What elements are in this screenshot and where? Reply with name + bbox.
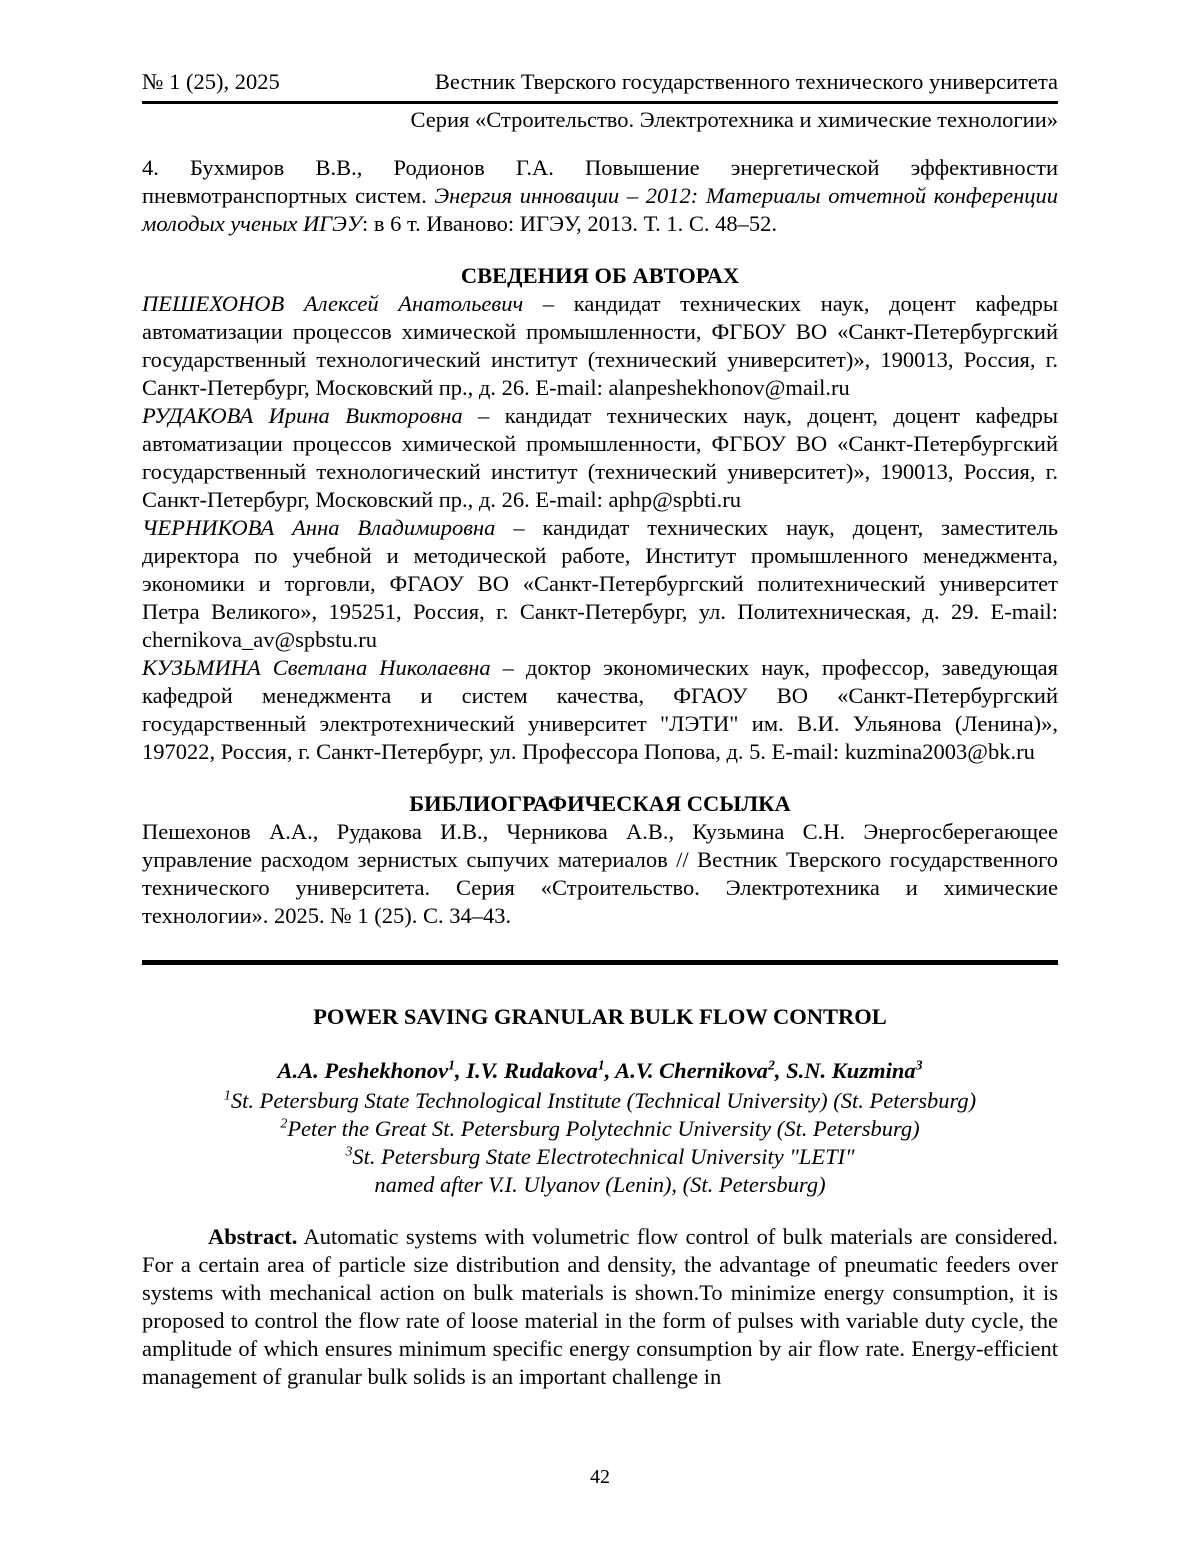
author-details: – кандидат технических наук, доцент кафедры автоматизации процессов химической промышленности, ФГБОУ ВО «Санкт-Петербургский государственный технологический институт (технический университет)», 190013, Россия, г. Санкт-Петербург, Московский пр., д. 26. E-mail: alanpeshekhonov@mail.ru — [142, 291, 1059, 400]
affiliation-superscript: 2 — [280, 1116, 288, 1132]
journal-title: Вестник Тверского государственного технического университета — [434, 69, 1058, 94]
header-row — [142, 68, 1058, 96]
affiliation-line-2 — [142, 1115, 1058, 1143]
author-name: ПЕШЕХОНОВ Алексей Анатольевич — [142, 291, 524, 316]
author-entry-peshekhonov — [142, 290, 1058, 402]
english-author: , A.V. Chernikova — [604, 1058, 768, 1083]
affiliation-text: St. Petersburg State Technological Institute (Technical University) (St. Petersburg) — [230, 1088, 977, 1113]
journal-series: Серия «Строительство. Электротехника и химические технологии» — [410, 107, 1058, 132]
english-authors-line — [142, 1057, 1058, 1085]
author-superscript: 1 — [597, 1058, 605, 1074]
affiliation-line-3 — [142, 1143, 1058, 1171]
affiliation-text: named after V.I. Ulyanov (Lenin), (St. Petersburg) — [374, 1172, 826, 1197]
abstract-paragraph — [142, 1223, 1058, 1391]
issue-number: № 1 (25), 2025 — [142, 69, 280, 94]
affiliation-line-1 — [142, 1087, 1058, 1115]
author-name: РУДАКОВА Ирина Викторовна — [142, 403, 463, 428]
author-superscript: 2 — [767, 1058, 775, 1074]
affiliation-text: Peter the Great St. Petersburg Polytechnic University (St. Petersburg) — [287, 1116, 920, 1141]
affiliation-text: St. Petersburg State Electrotechnical University "LETI" — [352, 1144, 855, 1169]
header-divider — [142, 101, 1058, 104]
author-superscript: 1 — [448, 1058, 456, 1074]
english-title: POWER SAVING GRANULAR BULK FLOW CONTROL — [313, 1004, 887, 1029]
author-name: КУЗЬМИНА Светлана Николаевна — [142, 655, 491, 680]
english-author: , I.V. Rudakova — [455, 1058, 598, 1083]
reference-text-end: : в 6 т. Иваново: ИГЭУ, 2013. Т. 1. С. 48–52. — [361, 211, 778, 236]
citation-text: Пешехонов А.А., Рудакова И.В., Черникова А.В., Кузьмина С.Н. Энергосберегающее управление расходом зернистых сыпучих материалов // Вестник Тверского государственного технического университета. Серия «Строительство. Электротехника и химические технологии». 2025. № 1 (25). С. 34–43. — [142, 819, 1058, 928]
section-divider — [142, 960, 1058, 965]
author-details: – кандидат технических наук, доцент, заместитель директора по учебной и методической работе, Институт промышленного менеджмента, экономики и торговли, ФГАОУ ВО «Санкт-Петербургский политехнический университет Петра Великого», 195251, Россия, г. Санкт-Петербург, ул. Политехническая, д. 29. E-mail: chernikova_av@spbstu.ru — [142, 515, 1058, 652]
author-details: – кандидат технических наук, доцент, доцент кафедры автоматизации процессов химической промышленности, ФГБОУ ВО «Санкт-Петербургский государственный технологический институт (технический университет)», 190013, Россия, г. Санкт-Петербург, Московский пр., д. 26. E-mail: aphp@spbti.ru — [142, 403, 1059, 512]
author-entry-chernikova — [142, 514, 1058, 654]
reference-text-start: 4. Бухмиров В.В., Родионов Г.А. Повышение энергетической эффективности пневмотранспортных систем. — [142, 155, 1058, 208]
english-author: , S.N. Kuzmina — [774, 1058, 916, 1083]
author-name: ЧЕРНИКОВА Анна Владимировна — [142, 515, 496, 540]
citation-section-heading: БИБЛИОГРАФИЧЕСКАЯ ССЫЛКА — [409, 791, 791, 816]
reference-item-4 — [142, 154, 1058, 238]
author-superscript: 3 — [915, 1058, 923, 1074]
author-entry-rudakova — [142, 402, 1058, 514]
abstract-text: Automatic systems with volumetric flow control of bulk materials are considered. For a certain area of particle size distribution and density, the advantage of pneumatic feeders over systems with mechanical action on bulk materials is shown.To minimize energy consumption, it is proposed to control the flow rate of loose material in the form of pulses with variable duty cycle, the amplitude of which ensures minimum specific energy consumption by air flow rate. Energy-efficient management of granular bulk solids is an important challenge in — [142, 1224, 1058, 1389]
abstract-label: Abstract. — [208, 1224, 298, 1249]
page-number: 42 — [590, 1466, 610, 1488]
affiliation-superscript: 3 — [345, 1144, 353, 1160]
journal-header — [142, 68, 1058, 134]
reference-source-italic: Энергия инновации – 2012: Материалы отчетной конференции молодых ученых ИГЭУ — [142, 183, 1058, 236]
author-details: – доктор экономических наук, профессор, заведующая кафедрой менеджмента и систем качества, ФГАОУ ВО «Санкт-Петербургский государственный электротехнический университет "ЛЭТИ" им. В.И. Ульянова (Ленина)», 197022, Россия, г. Санкт-Петербург, ул. Профессора Попова, д. 5. E-mail: kuzmina2003@bk.ru — [142, 655, 1058, 764]
authors-section-heading: СВЕДЕНИЯ ОБ АВТОРАХ — [460, 263, 740, 288]
author-entry-kuzmina — [142, 654, 1058, 766]
affiliation-superscript: 1 — [223, 1088, 231, 1104]
affiliation-line-4 — [142, 1171, 1058, 1199]
english-author: A.A. Peshekhonov — [277, 1058, 449, 1083]
